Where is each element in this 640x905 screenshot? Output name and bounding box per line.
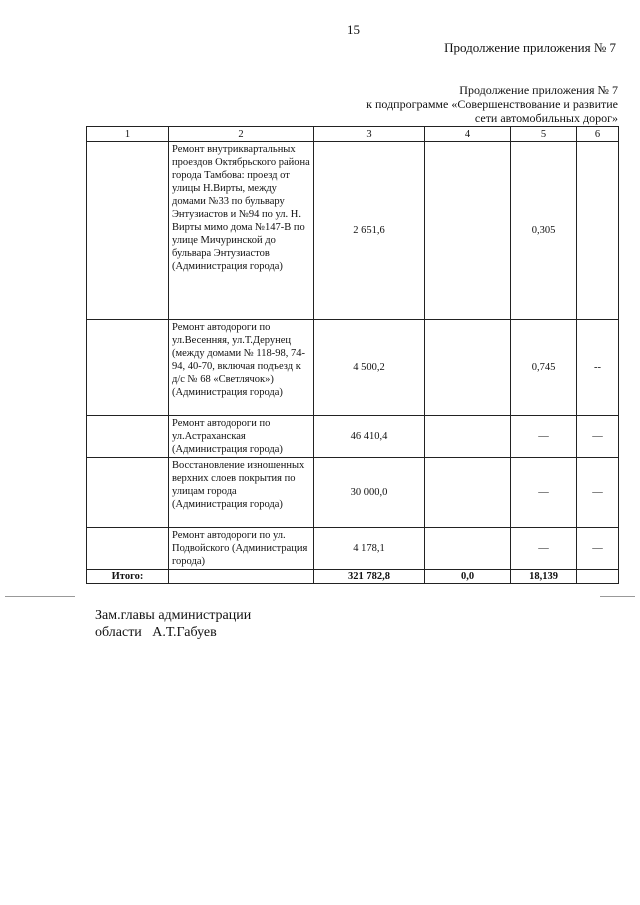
- scan-artifact-line-left: [5, 596, 75, 597]
- work-description: Ремонт автодороги по ул.Весенняя, ул.Т.Дерунец (между домами № 118-98, 74-94, 40-70, включая подъезд к д/с № 68 «Светлячок») (Администрация города): [169, 320, 314, 416]
- signature-name: области А.Т.Габуев: [95, 625, 217, 640]
- column-6-value: --: [577, 320, 619, 416]
- column-4-value: [425, 416, 511, 458]
- column-6-value: —: [577, 528, 619, 570]
- total-label: Итого:: [87, 570, 169, 584]
- works-table: [86, 126, 619, 584]
- subtitle-line-3: сети автомобильных дорог»: [474, 111, 618, 125]
- column-header: 4: [425, 127, 511, 142]
- cost-value: 2 651,6: [314, 142, 425, 320]
- length-value: 0,745: [511, 320, 577, 416]
- column-header: 2: [169, 127, 314, 142]
- column-header: 1: [87, 127, 169, 142]
- table-row: [87, 458, 619, 528]
- table-row: [87, 320, 619, 416]
- scan-artifact-line-right: [600, 596, 635, 597]
- continuation-label: Продолжение приложения № 7: [444, 40, 616, 55]
- cost-value: 46 410,4: [314, 416, 425, 458]
- row-number-cell: [87, 142, 169, 320]
- total-column-4: 0,0: [425, 570, 511, 584]
- cost-value: 4 178,1: [314, 528, 425, 570]
- total-column-6: [577, 570, 619, 584]
- column-6-value: —: [577, 416, 619, 458]
- signature-position: Зам.главы администрации: [95, 608, 252, 623]
- work-description: Ремонт автодороги по ул. Подвойского (Администрация города): [169, 528, 314, 570]
- total-length: 18,139: [511, 570, 577, 584]
- column-header: 6: [577, 127, 619, 142]
- length-value: 0,305: [511, 142, 577, 320]
- column-6-value: —: [577, 458, 619, 528]
- table-row: [87, 142, 619, 320]
- total-row: [87, 570, 619, 584]
- work-description: Ремонт внутриквартальных проездов Октябрьского района города Тамбова: проезд от улицы Н.Вирты, между домами №33 по бульвару Энтузиастов и №94 по ул. Н. Вирты мимо дома №147-В по улице Мичуринской до бульвара Энтузиастов (Администрация города): [169, 142, 314, 320]
- cost-value: 30 000,0: [314, 458, 425, 528]
- subtitle-line-2: к подпрограмме «Совершенствование и развитие: [366, 97, 618, 111]
- signature-block: [95, 607, 251, 641]
- column-4-value: [425, 458, 511, 528]
- table-row: [87, 528, 619, 570]
- row-number-cell: [87, 458, 169, 528]
- work-description: Восстановление изношенных верхних слоев покрытия по улицам города (Администрация города): [169, 458, 314, 528]
- length-value: —: [511, 416, 577, 458]
- row-number-cell: [87, 528, 169, 570]
- row-number-cell: [87, 320, 169, 416]
- column-6-value: [577, 142, 619, 320]
- table-row: [87, 416, 619, 458]
- column-header: 5: [511, 127, 577, 142]
- column-4-value: [425, 528, 511, 570]
- length-value: —: [511, 528, 577, 570]
- total-description: [169, 570, 314, 584]
- appendix-subtitle: [366, 83, 618, 125]
- column-header: 3: [314, 127, 425, 142]
- page-number: 15: [347, 22, 360, 37]
- cost-value: 4 500,2: [314, 320, 425, 416]
- work-description: Ремонт автодороги по ул.Астраханская (Администрация города): [169, 416, 314, 458]
- total-cost: 321 782,8: [314, 570, 425, 584]
- subtitle-line-1: Продолжение приложения № 7: [459, 83, 618, 97]
- column-4-value: [425, 320, 511, 416]
- column-4-value: [425, 142, 511, 320]
- row-number-cell: [87, 416, 169, 458]
- length-value: —: [511, 458, 577, 528]
- column-number-row: [87, 127, 619, 142]
